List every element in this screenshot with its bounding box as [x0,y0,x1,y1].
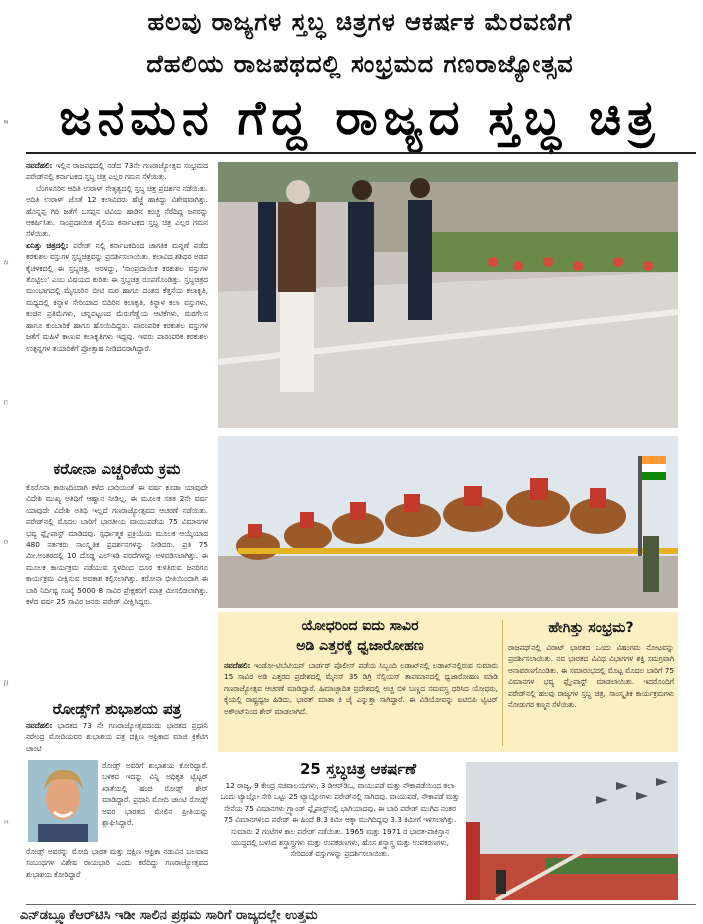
flag-box-text: ನವದೆಹಲಿ: ಇಂಡೋ-ಟಿಬೆಟಿಯನ್ ಬಾರ್ಡರ್ ಪೊಲೀಸ್ ಪಡೆಯ ಸಿಬ್ಬಂದಿ ಲಡಾಖ್‌ನಲ್ಲಿ ಲಡಾಖ್‌ನಲ್ಲಿರುವ ಸುಮಾರು 15 ಸಾವಿರ ಅಡಿ ಎತ್ತರದ ಪ್ರದೇಶದಲ್ಲಿ ಮೈನಸ್ 35 ಡಿಗ್ರಿ ಸೆಲ್ಸಿಯಸ್ ತಾಪಮಾನದಲ್ಲಿ ಧ್ವಜಾರೋಹಣ ಮಾಡಿ ಗಣರಾಜ್ಯೋತ್ಸವ ಆಚರಣೆ ಮಾಡಿದ್ದಾರೆ. ಹಿಮಾಚ್ಛಾದಿತ ಪ್ರದೇಶದಲ್ಲಿ ಅಚ್ಚ ಬಿಳಿ ಬಣ್ಣದ ಸಮವಸ್ತ್ರ ಧರಿಸಿದ ಯೋಧರು, ಕೈಯಲ್ಲಿ ರಾಷ್ಟ್ರಧ್ವಜ ಹಿಡಿದು, ಭಾರತ್ ಮಾತಾ ಕಿ ಜೈ ಎನ್ನುತ್ತಾ ಸಾಗಿದ್ದಾರೆ. ಈ ವಿಡಿಯೋವನ್ನು ಐಟಿಬಿಪಿ ಟ್ವಿಟರ್ ಅಕೌಂಟ್‌ನಿಂದ ಶೇರ್ ಮಾಡಲಾಗಿದೆ. [224,661,498,716]
main-story [26,160,208,354]
kicker-line-1: ಹಲವು ರಾಜ್ಯಗಳ ಸ್ತಬ್ಧ ಚಿತ್ರಗಳ ಆಕರ್ಷಕ ಮೆರವಣಿಗೆ [147,8,573,36]
subhead-inline: ಏನಿತ್ತು ಚಿತ್ರದಲ್ಲಿ: [26,240,69,250]
left-margin-strip [0,0,14,924]
kicker-line-2: ದೆಹಲಿಯ ರಾಜಪಥದಲ್ಲಿ ಸಂಭ್ರಮದ ಗಣರಾಜ್ಯೋತ್ಸವ [146,50,574,78]
flag-box-heading-1: ಯೋಧರಿಂದ ಐದು ಸಾವಿರ [301,618,419,634]
flag-box-heading-2: ಅಡಿ ಎತ್ತರಕ್ಕೆ ಧ್ವಜಾರೋಹಣ [296,638,424,654]
covid-text: ಕೊರೊನಾ ಕಾರಣದಿಂದಾಗಿ ಕಳೆದ ಬಾರಿಯಂತೆ ಈ ವರ್ಷ ಕೂಡಾ ಯಾವುದೇ ವಿದೇಶಿ ಮುಖ್ಯ ಅತಿಥಿಗೆ ಆಹ್ವಾನ ನೀಡಿಲ್ಲ. ಈ ಮೂಲಕ ಸತತ 2ನೇ ವರ್ಷ ಯಾವುದೇ ವಿದೇಶಿ ಅತಿಥಿ ಇಲ್ಲದೆ ಗಣರಾಜ್ಯೋತ್ಸವದ ಆಚರಣೆ ನಡೆಯಿತು. ಪರೇಡ್‌ನಲ್ಲಿ ಮೊದಲ ಬಾರಿಗೆ ಭಾರತೀಯ ವಾಯುಪಡೆಯ 75 ವಿಮಾನಗಳ ಭವ್ಯ ಫ್ಲೈ-ಪಾಸ್ಟ್ ಮಾಡಿದವು. ಸ್ಪರ್ಧಾತ್ಮಕ ಪ್ರಕ್ರಿಯೆಯ ಮೂಲಕ ಆಯ್ಕೆಯಾದ 480 ನರ್ತಕರು ಸಾಂಸ್ಕೃತಿಕ ಪ್ರದರ್ಶನಗಳನ್ನು ನೀಡಿದರು. ಪ್ರತಿ 75 ಮೀ.ಅಂತರದಲ್ಲಿ 10 ದೊಡ್ಡ ಎಲ್‌ಇಡಿ ಪರದೆಗಳನ್ನು ಅಳವಡಿಸಲಾಗಿತ್ತು. ಈ ಮೂಲಕ ಕಾರ್ಯಕ್ರಮ ನಡೆಯುವ ಸ್ಥಳದಿಂದ ದೂರ ಕುಳಿತಿರುವ ಜನರಿಗೂ ಕಾರ್ಯಕ್ರಮ ವೀಕ್ಷಿಸುವ ಅವಕಾಶ ಕಲ್ಪಿಸಲಾಗಿತ್ತು. ಕರೋನಾ ಭೀತಿಯಿಂದಾಗಿ ಈ ಬಾರಿ ನಿರ್ದಿಷ್ಟ ಸಂಖ್ಯೆ 5000 8 ಸಾವಿರ ಪ್ರೇಕ್ಷಕರಿಗೆ ಮಾತ್ರ ಮೀಸಲಿಡಲಾಗಿತ್ತು. ಕಳೆದ ವರ್ಷ 25 ಸಾವಿರ ಜನರು ಪರೇಡ್ ವೀಕ್ಷಿಸಿದ್ದರು. [26,483,208,607]
tableaux-text: 12 ರಾಜ್ಯ, 9 ಕೇಂದ್ರ ಸಚಿವಾಲಯಗಳು, 3 ಡಿಆರ್‌ಡಿಒ, ವಾಯುಪಡೆ ಮತ್ತು ನೌಕಾಪಡೆಯಿಂದ ತಲಾ ಒಂದು ಟ್ಯಾಬ್ಲೋ ಸೇರಿ ಒಟ್ಟು 25 ಟ್ಯಾಬ್ಲೋಗಳು ಪರೇಡ್‌ನಲ್ಲಿ ಸಾಗಿದವು. ವಾಯುಪಡೆ, ನೌಕಾಪಡೆ ಮತ್ತು ಸೇನೆಯ 75 ವಿಮಾನಗಳು ಗ್ರ್ಯಾಂಡ್ ಫ್ಲೈಪಾಸ್ಟ್‌ನಲ್ಲಿ ಭಾಗಿಯಾದವು. ಈ ಬಾರಿ ಪರೇಡ್ ಮುಗಿದ ನಂತರ 75 ವಿಮಾನಗಳಿಂದ ಪರೇಡ್ ಈ ಹಿಂದೆ 8.3 ಕಿಮೀ ಆಕ್ಕಾ ಮುಗಿದಿದ್ದವು 3.3 ಕಿಮೀಗೆ ಇಳಿಸಲಾಗಿತ್ತು. ಸುಮಾರು 2 ಗಂಟೆಗಳ ಕಾಲ ಪರೇಡ್ ನಡೆಯಿತು. 1965 ಮತ್ತು 1971 ರ ಭಾರತ-ಪಾಕಿಸ್ತಾನ ಯುದ್ಧದಲ್ಲಿ ಬಳಸಿದ ಶಸ್ತ್ರಾಸ್ತ್ರಗಳು ಮತ್ತು ಉಪಕರಣಗಳು, ಹೊಸ ಶಸ್ತ್ರಾಸ್ತ್ರ ಮತ್ತು ಉಪಕರಣಗಳು, ಸೇರಿದಂತೆ ವಸ್ತುಗಳನ್ನು ಪ್ರದರ್ಶಿಸಲಾಯಿತು. [220,781,460,859]
jonty-rhodes-photo [28,760,98,842]
celebration-heading: ಹೇಗಿತ್ತು ಸಂಭ್ರಮ? [548,620,634,636]
tableaux-heading: 25 ಸ್ತಬ್ಧಚಿತ್ರ ಆಕರ್ಷಣೆ [300,760,417,778]
margin-fragment: ಬ [2,400,10,405]
margin-fragment: ಮ [2,680,10,687]
margin-fragment: ಶ [2,120,10,124]
rhodes-text-top: ನವದೆಹಲಿ: ಭಾರತದ 73 ನೇ ಗಣರಾಜ್ಯೋತ್ಸವದಂದು ಭಾರತದ ಪ್ರಧಾನಿ ನರೇಂದ್ರ ಮೋದಿಯವರ ಶುಭಾಶಯ ಪತ್ರ ದಕ್ಷಿಣ ಆಫ್ರಿಕಾದ ಮಾಜಿ ಕ್ರಿಕೆಟಿಗ ಜಾಂಟಿ [26,721,208,753]
dateline: ನವದೆಹಲಿ: [224,661,251,670]
next-story-strip: ಎನ್‌ಡಬ್ಲ್ಯೂಕೆಆರ್‌ಟಿಸಿ ಇಡೀ ಸಾಲಿನ ಪ್ರಥಮ ಸಾರಿಗೆ ರಾಜ್ಯದಲ್ಲೇ ಉತ್ತಮ [20,908,318,923]
main-story-para-3: ಏನಿತ್ತು ಚಿತ್ರದಲ್ಲಿ: ಪರೇಡ್ ನಲ್ಲಿ ಕರ್ನಾಟಕದಿಂದ ಜಾಗತಿಕ ಮನ್ನಣೆ ಪಡೆದ ಕರಕುಶಲ ವಸ್ತುಗಳ ಸ್ತಬ್ಧಚಿತ್ರವನ್ನು ಪ್ರದರ್ಶಿಸಲಾಯಿತು. ಕಲಾವಿದ ಶಶಿಧರ ಅಡಪ ಕೈಚಳಕದಲ್ಲಿ ಈ ಸ್ತಬ್ಧಚಿತ್ರ, ಅರಳಿದ್ದು, 'ಸಾಂಪ್ರದಾಯಿಕ ಕರಕುಶಲ ವಸ್ತುಗಳ ತೊಟ್ಟಿಲು' ಎಂಬ ವಿಷಯದ ಕುರಿತು ಈ ಸ್ತಬ್ಧಚಿತ್ರ ರೂಪಗೊಂಡಿತ್ತು. ಸ್ತಬ್ಧಚಿತ್ರದ ಮುಂಭಾಗದಲ್ಲಿ ಮೈಸೂರಿನ ಬೀಟಿ ಮರ ಹಾಗೂ ದಂತದ ಕೆತ್ತನೆಯ ಕಲಾಕೃತಿ, ಮಧ್ಯದಲ್ಲಿ ಕಿನ್ನಾಳ ಸೇರಿಯಾದ ಬಿದಿರಿನ ಕಲಾಕೃತಿ, ಕಿನ್ನಾಳ ಕಲಾ ವಸ್ತುಗಳು, ಕಂಚಿನ ಪ್ರತಿಮೆಗಳು, ಚನ್ನಪಟ್ಟಣದ ಮೆರುಗೆಣ್ಣೆಯ ಆಟಿಕೆಗಳು, ಮರಗೆಲಸ ಹಾಗೂ ಕುಂಬಾರಿಕೆ ಹಾಗೂ ಹೊಯಿದಿದ್ದರು. ಪಾರಂಪರಿಕ ಕರಕುಶಲ ವಸ್ತುಗಳ ಜತೆಗೆ ಮಹಿಳೆ ಕಾಣುವ ಕಲಾಕೃತಿಗಳು ಇದ್ದವು. ಇವರು ಪಾರಂಪರಿಕ ಕರಕುಶಲ ಉತ್ಪನ್ನಗಳ ತಯಾರಿಕೆಗೆ ಪ್ರೋತ್ಸಾಹ ನೀಡಿದವರಾಗಿದ್ದಾರೆ. [26,240,208,353]
dateline: ನವದೆಹಲಿ: [26,721,53,730]
margin-fragment: ಸ [2,820,10,824]
headline-rule [26,152,696,154]
dateline: ನವದೆಹಲಿ: [26,161,53,170]
main-story-para-1: ನವದೆಹಲಿ: ಇಲ್ಲಿನ ರಾಜಪಥದಲ್ಲಿ ನಡೆದ 73ನೇ ಗಣರಾಜ್ಯೋತ್ಸವ ಸಂಭ್ರಮದ ಪರೇಡ್‌ನಲ್ಲಿ ಕರ್ನಾಟಕದ ಸ್ತಬ್ಧ ಚಿತ್ರ ಎಲ್ಲರ ಗಮನ ಸೆಳೆಯಿತು. [26,161,208,182]
camel-contingent-photo [218,436,678,608]
main-story-para-2: ಬೆಂಗಳೂರಿನ ಆದಿತಿ ಉರಾಳ್ ನೇತೃತ್ವದಲ್ಲಿ ಸ್ತಬ್ಧ ಚಿತ್ರ ಪ್ರದರ್ಶನ ನಡೆಯಿತು. ಅದಿತಿ ಉರಾಳ್ ಜೊತೆ 12 ಕಲಾವಿದರು ಹೆಜ್ಜೆ ಹಾಕಿದ್ದು ವಿಶೇಷವಾಗಿತ್ತು. ಹೊನ್ನಪ್ಪ ಗಿರಿ ಜತೆಗೆ ಬಸಪ್ಪನ ಟಿವಿಯ ಹಾಡಿನ ಕಂಚ್ಚ ನೆರೆದಿದ್ದ ಜನರನ್ನು ಆಕರ್ಷಿಸಿತು. ಸಾಂಪ್ರದಾಯಿಕ ಶೈಲಿಯ ಕರ್ನಾಟಕದ ಸ್ತಬ್ಧ ಚಿತ್ರ ಎಲ್ಲರ ಗಮನ ಸೆಳೆಯಿತು. [26,183,208,239]
box-divider [502,620,503,746]
rhodes-heading: ರೋಡ್ಸ್‌ಗೆ ಶುಭಾಶಯ ಪತ್ರ [52,700,182,718]
margin-fragment: ರ [2,540,10,544]
bottom-rule [26,904,696,905]
rhodes-text-bottom: ರೋಡ್ಸ್ ಅವರನ್ನು ಮೋದಿ ಭಾರತ ಮತ್ತು ದಕ್ಷಿಣ ಆಫ್ರಿಕಾ ನಡುವಿನ ಬಲವಾದ ಸಂಬಂಧಗಳ ವಿಶೇಷ ರಾಯಭಾರಿ ಎಂದು ಕರೆದಿದ್ದು ಗಣರಾಜ್ಯೋತ್ಸವದ ಶುಭಾಶಯ ಕೋರಿದ್ದಾರೆ [26,847,208,879]
main-headline: ಜನಮನ ಗೆದ್ದ ರಾಜ್ಯದ ಸ್ತಬ್ಧ ಚಿತ್ರ [59,90,661,146]
covid-heading: ಕರೋನಾ ಎಚ್ಚರಿಕೆಯ ಕ್ರಮ [53,460,181,478]
celebration-text: ರಾಜಪಥ್‌ನಲ್ಲಿ ವಿರಾಟ್ ಭಾರತದ ಒಂದು ವಿಹಂಗಮ ನೋಟವನ್ನು ಪ್ರದರ್ಶಿಸಲಾಯಿತು. ನವ ಭಾರತದ ವಿವಿಧ ವಿಭಾಗಗಳ ಶಕ್ತಿ ಸಮಗ್ರವಾಗಿ ಅನಾವರಣಗೊಂಡಿತು. ಈ ಸಮಾರಂಭದಲ್ಲಿ ಮೊಟ್ಟ ಮೊದಲ ಬಾರಿಗೆ 75 ವಿಮಾನಗಳ ಭವ್ಯ ಫ್ಲೈ-ಪಾಸ್ಟ್ ಮಾಡಲಾಯಿತು. ಇದರೊಂದಿಗೆ ಪರೇಡ್‌ನಲ್ಲಿ ಹಲವು ರಾಜ್ಯಗಳ ಸ್ತಬ್ಧ ಚಿತ್ರ, ಸಾಂಸ್ಕೃತಿಕ ಕಾರ್ಯಕ್ರಮಗಳು ನೋಡುಗರ ಕಣ್ಮನ ಸೆಳೆಯಿತು. [508,643,674,710]
rhodes-text-side: ರೋಡ್ಸ್ ಅವರಿಗೆ ಶುಭಾಶಯ ಕೋರಿದ್ದಾರೆ. ಬಳಿಕವ ಇದನ್ನು ವಿನ್ನಿ ಅಧಿಕೃತ ಟ್ವಿಟ್ಟರ್ ಖಾತೆಯಲ್ಲಿ ಹಂಚಿ ರೋಡ್ಸ್ ಶೇರ್ ಮಾಡಿದ್ದಾರೆ. ಪ್ರಧಾನಿ ಮೋದಿ ಜಾಂಟಿ ರೋಡ್ಸ್ ಅವರ ಭಾರತದ ಮೇಲಿನ ಪ್ರೀತಿಯನ್ನು ಶ್ಲಾಘಿಸಿದ್ದಾರೆ. [102,761,208,828]
margin-fragment: ವ [2,260,10,265]
pm-parade-photo [218,162,678,428]
flypast-photo [466,762,678,900]
